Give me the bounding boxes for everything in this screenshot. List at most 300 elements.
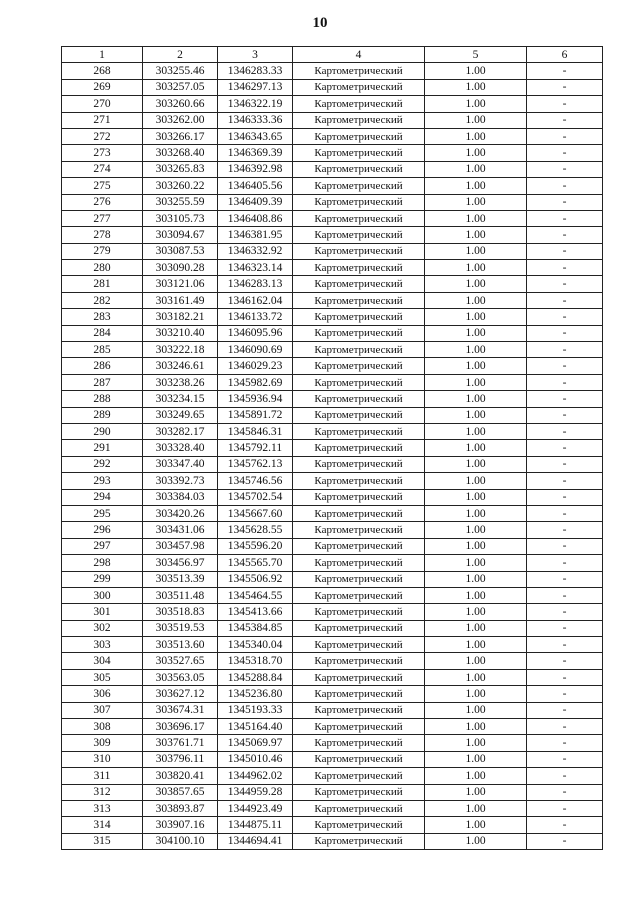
accuracy-cell: 1.00 — [425, 620, 527, 636]
x-coordinate-cell: 303907.16 — [143, 817, 218, 833]
table-row — [62, 440, 603, 456]
accuracy-cell: 1.00 — [425, 587, 527, 603]
accuracy-cell: 1.00 — [425, 79, 527, 95]
note-cell: - — [527, 637, 603, 653]
y-coordinate-cell: 1346162.04 — [218, 292, 293, 308]
accuracy-cell: 1.00 — [425, 817, 527, 833]
method-cell: Картометрический — [293, 653, 425, 669]
x-coordinate-cell: 303210.40 — [143, 325, 218, 341]
y-coordinate-cell: 1345936.94 — [218, 391, 293, 407]
table-row — [62, 63, 603, 79]
point-number-cell: 270 — [62, 96, 143, 112]
point-number-cell: 287 — [62, 374, 143, 390]
table-row — [62, 194, 603, 210]
table-row — [62, 719, 603, 735]
table-row — [62, 587, 603, 603]
method-cell: Картометрический — [293, 260, 425, 276]
point-number-cell: 273 — [62, 145, 143, 161]
note-cell: - — [527, 325, 603, 341]
point-number-cell: 304 — [62, 653, 143, 669]
point-number-cell: 276 — [62, 194, 143, 210]
point-number-cell: 275 — [62, 178, 143, 194]
column-header-3: 3 — [218, 47, 293, 63]
note-cell: - — [527, 686, 603, 702]
note-cell: - — [527, 128, 603, 144]
method-cell: Картометрический — [293, 63, 425, 79]
accuracy-cell: 1.00 — [425, 686, 527, 702]
method-cell: Картометрический — [293, 391, 425, 407]
x-coordinate-cell: 303234.15 — [143, 391, 218, 407]
y-coordinate-cell: 1345010.46 — [218, 751, 293, 767]
method-cell: Картометрический — [293, 686, 425, 702]
point-number-cell: 305 — [62, 669, 143, 685]
point-number-cell: 309 — [62, 735, 143, 751]
x-coordinate-cell: 303431.06 — [143, 522, 218, 538]
note-cell: - — [527, 145, 603, 161]
accuracy-cell: 1.00 — [425, 456, 527, 472]
x-coordinate-cell: 303121.06 — [143, 276, 218, 292]
y-coordinate-cell: 1345464.55 — [218, 587, 293, 603]
x-coordinate-cell: 303222.18 — [143, 342, 218, 358]
point-number-cell: 282 — [62, 292, 143, 308]
note-cell: - — [527, 702, 603, 718]
y-coordinate-cell: 1346333.36 — [218, 112, 293, 128]
table-row — [62, 423, 603, 439]
accuracy-cell: 1.00 — [425, 63, 527, 79]
accuracy-cell: 1.00 — [425, 210, 527, 226]
accuracy-cell: 1.00 — [425, 522, 527, 538]
method-cell: Картометрический — [293, 456, 425, 472]
note-cell: - — [527, 571, 603, 587]
note-cell: - — [527, 440, 603, 456]
accuracy-cell: 1.00 — [425, 391, 527, 407]
method-cell: Картометрический — [293, 276, 425, 292]
method-cell: Картометрический — [293, 637, 425, 653]
point-number-cell: 302 — [62, 620, 143, 636]
table-row — [62, 620, 603, 636]
accuracy-cell: 1.00 — [425, 260, 527, 276]
accuracy-cell: 1.00 — [425, 555, 527, 571]
point-number-cell: 279 — [62, 243, 143, 259]
x-coordinate-cell: 303513.60 — [143, 637, 218, 653]
table-row — [62, 637, 603, 653]
table-row — [62, 374, 603, 390]
method-cell: Картометрический — [293, 358, 425, 374]
y-coordinate-cell: 1345846.31 — [218, 423, 293, 439]
y-coordinate-cell: 1346323.14 — [218, 260, 293, 276]
column-header-5: 5 — [425, 47, 527, 63]
note-cell: - — [527, 505, 603, 521]
point-number-cell: 312 — [62, 784, 143, 800]
point-number-cell: 311 — [62, 768, 143, 784]
note-cell: - — [527, 538, 603, 554]
note-cell: - — [527, 555, 603, 571]
x-coordinate-cell: 303627.12 — [143, 686, 218, 702]
table-row — [62, 833, 603, 849]
point-number-cell: 283 — [62, 309, 143, 325]
point-number-cell: 272 — [62, 128, 143, 144]
point-number-cell: 308 — [62, 719, 143, 735]
point-number-cell: 296 — [62, 522, 143, 538]
note-cell: - — [527, 227, 603, 243]
method-cell: Картометрический — [293, 243, 425, 259]
x-coordinate-cell: 303761.71 — [143, 735, 218, 751]
x-coordinate-cell: 303257.05 — [143, 79, 218, 95]
note-cell: - — [527, 784, 603, 800]
method-cell: Картометрический — [293, 325, 425, 341]
note-cell: - — [527, 161, 603, 177]
x-coordinate-cell: 303105.73 — [143, 210, 218, 226]
note-cell: - — [527, 604, 603, 620]
table-row — [62, 571, 603, 587]
table-row — [62, 276, 603, 292]
note-cell: - — [527, 309, 603, 325]
x-coordinate-cell: 304100.10 — [143, 833, 218, 849]
note-cell: - — [527, 751, 603, 767]
note-cell: - — [527, 800, 603, 816]
x-coordinate-cell: 303674.31 — [143, 702, 218, 718]
table-row — [62, 456, 603, 472]
accuracy-cell: 1.00 — [425, 751, 527, 767]
note-cell: - — [527, 489, 603, 505]
method-cell: Картометрический — [293, 768, 425, 784]
y-coordinate-cell: 1346283.33 — [218, 63, 293, 79]
accuracy-cell: 1.00 — [425, 145, 527, 161]
accuracy-cell: 1.00 — [425, 719, 527, 735]
table-body — [62, 63, 603, 850]
method-cell: Картометрический — [293, 669, 425, 685]
method-cell: Картометрический — [293, 112, 425, 128]
point-number-cell: 284 — [62, 325, 143, 341]
method-cell: Картометрический — [293, 440, 425, 456]
point-number-cell: 303 — [62, 637, 143, 653]
point-number-cell: 299 — [62, 571, 143, 587]
accuracy-cell: 1.00 — [425, 358, 527, 374]
y-coordinate-cell: 1345596.20 — [218, 538, 293, 554]
x-coordinate-cell: 303513.39 — [143, 571, 218, 587]
accuracy-cell: 1.00 — [425, 702, 527, 718]
method-cell: Картометрический — [293, 210, 425, 226]
table-row — [62, 735, 603, 751]
note-cell: - — [527, 833, 603, 849]
table-row — [62, 407, 603, 423]
coordinates-table — [61, 46, 603, 850]
note-cell: - — [527, 522, 603, 538]
point-number-cell: 300 — [62, 587, 143, 603]
method-cell: Картометрический — [293, 227, 425, 243]
table-row — [62, 342, 603, 358]
y-coordinate-cell: 1345384.85 — [218, 620, 293, 636]
method-cell: Картометрический — [293, 407, 425, 423]
x-coordinate-cell: 303087.53 — [143, 243, 218, 259]
point-number-cell: 280 — [62, 260, 143, 276]
x-coordinate-cell: 303328.40 — [143, 440, 218, 456]
y-coordinate-cell: 1344875.11 — [218, 817, 293, 833]
y-coordinate-cell: 1345702.54 — [218, 489, 293, 505]
point-number-cell: 314 — [62, 817, 143, 833]
table-row — [62, 79, 603, 95]
note-cell: - — [527, 210, 603, 226]
point-number-cell: 269 — [62, 79, 143, 95]
note-cell: - — [527, 96, 603, 112]
method-cell: Картометрический — [293, 604, 425, 620]
method-cell: Картометрический — [293, 784, 425, 800]
table-row — [62, 555, 603, 571]
y-coordinate-cell: 1345340.04 — [218, 637, 293, 653]
y-coordinate-cell: 1345667.60 — [218, 505, 293, 521]
point-number-cell: 294 — [62, 489, 143, 505]
note-cell: - — [527, 669, 603, 685]
point-number-cell: 288 — [62, 391, 143, 407]
y-coordinate-cell: 1346343.65 — [218, 128, 293, 144]
y-coordinate-cell: 1345506.92 — [218, 571, 293, 587]
method-cell: Картометрический — [293, 374, 425, 390]
accuracy-cell: 1.00 — [425, 538, 527, 554]
accuracy-cell: 1.00 — [425, 374, 527, 390]
y-coordinate-cell: 1345164.40 — [218, 719, 293, 735]
y-coordinate-cell: 1346369.39 — [218, 145, 293, 161]
note-cell: - — [527, 456, 603, 472]
table-row — [62, 653, 603, 669]
table-row — [62, 686, 603, 702]
header-row — [62, 47, 603, 63]
y-coordinate-cell: 1344694.41 — [218, 833, 293, 849]
y-coordinate-cell: 1346133.72 — [218, 309, 293, 325]
table-row — [62, 604, 603, 620]
note-cell: - — [527, 473, 603, 489]
accuracy-cell: 1.00 — [425, 96, 527, 112]
point-number-cell: 274 — [62, 161, 143, 177]
y-coordinate-cell: 1345413.66 — [218, 604, 293, 620]
x-coordinate-cell: 303820.41 — [143, 768, 218, 784]
method-cell: Картометрический — [293, 587, 425, 603]
note-cell: - — [527, 735, 603, 751]
accuracy-cell: 1.00 — [425, 637, 527, 653]
point-number-cell: 310 — [62, 751, 143, 767]
table-row — [62, 800, 603, 816]
column-header-1: 1 — [62, 47, 143, 63]
accuracy-cell: 1.00 — [425, 735, 527, 751]
table-row — [62, 178, 603, 194]
method-cell: Картометрический — [293, 489, 425, 505]
point-number-cell: 292 — [62, 456, 143, 472]
x-coordinate-cell: 303282.17 — [143, 423, 218, 439]
x-coordinate-cell: 303563.05 — [143, 669, 218, 685]
y-coordinate-cell: 1345792.11 — [218, 440, 293, 456]
accuracy-cell: 1.00 — [425, 276, 527, 292]
table-row — [62, 161, 603, 177]
method-cell: Картометрический — [293, 342, 425, 358]
table-row — [62, 473, 603, 489]
x-coordinate-cell: 303255.46 — [143, 63, 218, 79]
x-coordinate-cell: 303260.22 — [143, 178, 218, 194]
accuracy-cell: 1.00 — [425, 423, 527, 439]
table-row — [62, 522, 603, 538]
note-cell: - — [527, 719, 603, 735]
x-coordinate-cell: 303457.98 — [143, 538, 218, 554]
y-coordinate-cell: 1345746.56 — [218, 473, 293, 489]
x-coordinate-cell: 303260.66 — [143, 96, 218, 112]
note-cell: - — [527, 423, 603, 439]
x-coordinate-cell: 303527.65 — [143, 653, 218, 669]
note-cell: - — [527, 292, 603, 308]
x-coordinate-cell: 303857.65 — [143, 784, 218, 800]
note-cell: - — [527, 768, 603, 784]
table-row — [62, 112, 603, 128]
note-cell: - — [527, 243, 603, 259]
y-coordinate-cell: 1346283.13 — [218, 276, 293, 292]
accuracy-cell: 1.00 — [425, 161, 527, 177]
method-cell: Картометрический — [293, 719, 425, 735]
point-number-cell: 289 — [62, 407, 143, 423]
table-row — [62, 391, 603, 407]
y-coordinate-cell: 1346409.39 — [218, 194, 293, 210]
x-coordinate-cell: 303262.00 — [143, 112, 218, 128]
x-coordinate-cell: 303182.21 — [143, 309, 218, 325]
table-row — [62, 260, 603, 276]
x-coordinate-cell: 303384.03 — [143, 489, 218, 505]
column-header-4: 4 — [293, 47, 425, 63]
y-coordinate-cell: 1345288.84 — [218, 669, 293, 685]
table-row — [62, 538, 603, 554]
accuracy-cell: 1.00 — [425, 407, 527, 423]
accuracy-cell: 1.00 — [425, 243, 527, 259]
accuracy-cell: 1.00 — [425, 325, 527, 341]
x-coordinate-cell: 303255.59 — [143, 194, 218, 210]
method-cell: Картометрический — [293, 292, 425, 308]
x-coordinate-cell: 303518.83 — [143, 604, 218, 620]
y-coordinate-cell: 1345193.33 — [218, 702, 293, 718]
x-coordinate-cell: 303238.26 — [143, 374, 218, 390]
x-coordinate-cell: 303893.87 — [143, 800, 218, 816]
note-cell: - — [527, 342, 603, 358]
y-coordinate-cell: 1345982.69 — [218, 374, 293, 390]
accuracy-cell: 1.00 — [425, 112, 527, 128]
table-row — [62, 145, 603, 161]
y-coordinate-cell: 1345069.97 — [218, 735, 293, 751]
accuracy-cell: 1.00 — [425, 473, 527, 489]
method-cell: Картометрический — [293, 161, 425, 177]
table-row — [62, 489, 603, 505]
point-number-cell: 307 — [62, 702, 143, 718]
note-cell: - — [527, 63, 603, 79]
point-number-cell: 268 — [62, 63, 143, 79]
method-cell: Картометрический — [293, 194, 425, 210]
note-cell: - — [527, 407, 603, 423]
point-number-cell: 291 — [62, 440, 143, 456]
x-coordinate-cell: 303420.26 — [143, 505, 218, 521]
point-number-cell: 315 — [62, 833, 143, 849]
method-cell: Картометрический — [293, 817, 425, 833]
table-row — [62, 128, 603, 144]
table-row — [62, 210, 603, 226]
y-coordinate-cell: 1344959.28 — [218, 784, 293, 800]
note-cell: - — [527, 374, 603, 390]
table-row — [62, 768, 603, 784]
x-coordinate-cell: 303519.53 — [143, 620, 218, 636]
table-row — [62, 702, 603, 718]
method-cell: Картометрический — [293, 800, 425, 816]
x-coordinate-cell: 303347.40 — [143, 456, 218, 472]
y-coordinate-cell: 1345565.70 — [218, 555, 293, 571]
table-row — [62, 243, 603, 259]
x-coordinate-cell: 303246.61 — [143, 358, 218, 374]
accuracy-cell: 1.00 — [425, 227, 527, 243]
method-cell: Картометрический — [293, 751, 425, 767]
accuracy-cell: 1.00 — [425, 505, 527, 521]
table-row — [62, 669, 603, 685]
y-coordinate-cell: 1345318.70 — [218, 653, 293, 669]
accuracy-cell: 1.00 — [425, 784, 527, 800]
y-coordinate-cell: 1346408.86 — [218, 210, 293, 226]
accuracy-cell: 1.00 — [425, 669, 527, 685]
y-coordinate-cell: 1346332.92 — [218, 243, 293, 259]
y-coordinate-cell: 1346029.23 — [218, 358, 293, 374]
accuracy-cell: 1.00 — [425, 833, 527, 849]
x-coordinate-cell: 303456.97 — [143, 555, 218, 571]
table-row — [62, 817, 603, 833]
method-cell: Картометрический — [293, 555, 425, 571]
y-coordinate-cell: 1345628.55 — [218, 522, 293, 538]
method-cell: Картометрический — [293, 833, 425, 849]
point-number-cell: 278 — [62, 227, 143, 243]
method-cell: Картометрический — [293, 128, 425, 144]
note-cell: - — [527, 112, 603, 128]
method-cell: Картометрический — [293, 178, 425, 194]
table-row — [62, 227, 603, 243]
point-number-cell: 298 — [62, 555, 143, 571]
point-number-cell: 313 — [62, 800, 143, 816]
y-coordinate-cell: 1346095.96 — [218, 325, 293, 341]
point-number-cell: 285 — [62, 342, 143, 358]
note-cell: - — [527, 391, 603, 407]
x-coordinate-cell: 303249.65 — [143, 407, 218, 423]
point-number-cell: 290 — [62, 423, 143, 439]
y-coordinate-cell: 1346392.98 — [218, 161, 293, 177]
method-cell: Картометрический — [293, 571, 425, 587]
accuracy-cell: 1.00 — [425, 653, 527, 669]
note-cell: - — [527, 817, 603, 833]
point-number-cell: 281 — [62, 276, 143, 292]
point-number-cell: 271 — [62, 112, 143, 128]
accuracy-cell: 1.00 — [425, 440, 527, 456]
x-coordinate-cell: 303392.73 — [143, 473, 218, 489]
method-cell: Картометрический — [293, 423, 425, 439]
method-cell: Картометрический — [293, 620, 425, 636]
method-cell: Картометрический — [293, 538, 425, 554]
note-cell: - — [527, 178, 603, 194]
page-number: 10 — [312, 15, 328, 31]
table-row — [62, 505, 603, 521]
table-header — [62, 47, 603, 63]
column-header-2: 2 — [143, 47, 218, 63]
accuracy-cell: 1.00 — [425, 768, 527, 784]
note-cell: - — [527, 653, 603, 669]
accuracy-cell: 1.00 — [425, 604, 527, 620]
x-coordinate-cell: 303094.67 — [143, 227, 218, 243]
y-coordinate-cell: 1346297.13 — [218, 79, 293, 95]
note-cell: - — [527, 276, 603, 292]
accuracy-cell: 1.00 — [425, 194, 527, 210]
accuracy-cell: 1.00 — [425, 342, 527, 358]
note-cell: - — [527, 194, 603, 210]
accuracy-cell: 1.00 — [425, 489, 527, 505]
point-number-cell: 297 — [62, 538, 143, 554]
note-cell: - — [527, 260, 603, 276]
y-coordinate-cell: 1346322.19 — [218, 96, 293, 112]
point-number-cell: 277 — [62, 210, 143, 226]
x-coordinate-cell: 303268.40 — [143, 145, 218, 161]
